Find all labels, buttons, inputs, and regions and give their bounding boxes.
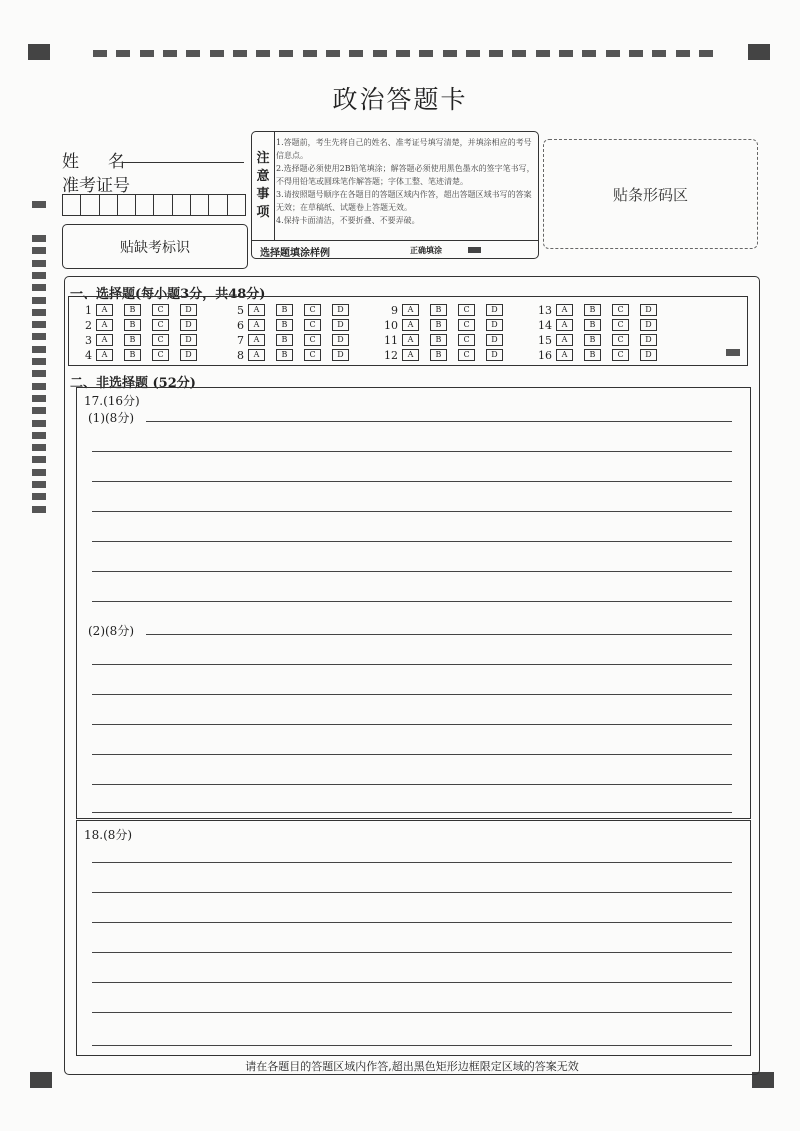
mc-option-bubble[interactable]: C [458, 334, 475, 346]
mc-option-bubble[interactable]: D [486, 319, 503, 331]
timing-mark [210, 50, 224, 57]
mc-question-number: 4 [85, 348, 92, 362]
exam-id-grid[interactable] [62, 194, 246, 216]
q17-2-label: (2)(8分) [88, 624, 134, 638]
timing-mark [32, 506, 46, 513]
mc-question-number: 16 [538, 348, 552, 362]
timing-mark [32, 456, 46, 463]
timing-mark [652, 50, 666, 57]
notice-box [251, 131, 539, 259]
timing-mark [32, 297, 46, 304]
timing-mark [32, 309, 46, 316]
mc-option-bubble[interactable]: A [248, 349, 265, 361]
mc-option-bubble[interactable]: A [96, 334, 113, 346]
mc-option-bubble[interactable]: D [332, 304, 349, 316]
mc-option-bubble[interactable]: B [276, 334, 293, 346]
mc-option-bubble[interactable]: D [332, 349, 349, 361]
mc-question [226, 318, 360, 332]
correct-fill-sample [468, 247, 481, 253]
answer-line[interactable] [92, 571, 732, 572]
exam-id-label: 准考证号 [62, 176, 130, 196]
timing-mark [32, 444, 46, 451]
mc-option-bubble[interactable]: A [248, 319, 265, 331]
mc-option-bubble[interactable]: C [152, 304, 169, 316]
mc-option-bubble[interactable]: C [458, 304, 475, 316]
timing-mark [32, 346, 46, 353]
timing-mark [233, 50, 247, 57]
timing-mark [326, 50, 340, 57]
timing-mark [489, 50, 503, 57]
timing-mark [32, 481, 46, 488]
answer-line[interactable] [92, 892, 732, 893]
mc-question [74, 303, 208, 317]
mc-option-bubble[interactable]: C [152, 349, 169, 361]
mc-question-number: 6 [237, 318, 244, 332]
timing-mark [32, 260, 46, 267]
mc-option-bubble[interactable]: B [430, 319, 447, 331]
mc-option-bubble[interactable]: A [96, 349, 113, 361]
q18-answer-box [76, 820, 751, 1056]
mc-question-number: 13 [538, 303, 552, 317]
mc-question-number: 2 [85, 318, 92, 332]
mc-question-number: 5 [237, 303, 244, 317]
mc-question-number: 9 [391, 303, 398, 317]
notice-item: 2.选择题必须使用2B铅笔填涂；解答题必须使用黑色墨水的签字笔书写，不得用铅笔或圆珠笔作解答题；字体工整、笔迹清楚。 [276, 164, 535, 186]
mc-option-bubble[interactable]: A [402, 349, 419, 361]
answer-line[interactable] [92, 541, 732, 542]
name-label: 姓 名 [62, 152, 131, 172]
mc-option-bubble[interactable]: C [612, 304, 629, 316]
timing-mark [606, 50, 620, 57]
mc-question [74, 318, 208, 332]
mc-question [74, 333, 208, 347]
timing-mark [186, 50, 200, 57]
mc-option-bubble[interactable]: D [640, 334, 657, 346]
notice-title-char: 注 [256, 151, 270, 166]
mc-question [380, 318, 514, 332]
answer-line[interactable] [92, 1045, 732, 1046]
timing-mark [32, 407, 46, 414]
timing-mark [32, 358, 46, 365]
notice-title-char: 意 [256, 169, 270, 184]
answer-line[interactable] [92, 952, 732, 953]
mc-question [534, 318, 668, 332]
mc-option-bubble[interactable]: D [332, 334, 349, 346]
answer-line[interactable] [92, 451, 732, 452]
mc-option-bubble[interactable]: B [276, 319, 293, 331]
mc-question [534, 303, 668, 317]
answer-line[interactable] [92, 862, 732, 863]
mc-option-bubble[interactable]: C [304, 304, 321, 316]
timing-mark [32, 321, 46, 328]
mc-option-bubble[interactable]: C [304, 319, 321, 331]
section2-heading: 二、非选择题 (52分) [70, 376, 196, 391]
mc-question-number: 10 [384, 318, 398, 332]
mc-option-bubble[interactable]: D [180, 334, 197, 346]
mc-question [534, 333, 668, 347]
answer-line[interactable] [92, 922, 732, 923]
answer-line[interactable] [92, 982, 732, 983]
notice-title-char: 事 [256, 187, 270, 202]
timing-mark [32, 432, 46, 439]
mc-option-bubble[interactable]: A [248, 304, 265, 316]
footer-warning: 请在各题目的答题区域内作答,超出黑色矩形边框限定区域的答案无效 [245, 1060, 579, 1073]
notice-title [252, 132, 275, 240]
timing-mark [303, 50, 317, 57]
correct-fill-label: 正确填涂 [410, 245, 442, 255]
mc-question-number: 12 [384, 348, 398, 362]
answer-line[interactable] [92, 1012, 732, 1013]
mc-option-bubble[interactable]: A [556, 349, 573, 361]
mc-question [74, 348, 208, 362]
timing-mark [140, 50, 154, 57]
corner-mark-top-right [748, 44, 770, 60]
timing-mark [32, 395, 46, 402]
mc-option-bubble[interactable]: C [612, 349, 629, 361]
timing-mark [373, 50, 387, 57]
mc-option-bubble[interactable]: C [612, 334, 629, 346]
timing-mark [93, 50, 107, 57]
mc-option-bubble[interactable]: A [556, 319, 573, 331]
timing-mark [256, 50, 270, 57]
mc-option-bubble[interactable]: D [640, 319, 657, 331]
timing-mark [699, 50, 713, 57]
mc-question [534, 348, 668, 362]
notice-item: 1.答题前，考生先将自己的姓名、准考证号填写清楚，并填涂相应的考号信息点。 [276, 138, 532, 160]
mc-option-bubble[interactable]: B [430, 349, 447, 361]
mc-option-bubble[interactable]: B [584, 304, 601, 316]
notice-body [276, 136, 536, 227]
mc-question-number: 7 [237, 333, 244, 347]
mc-option-bubble[interactable]: D [332, 319, 349, 331]
mc-question-number: 11 [384, 333, 398, 347]
mc-option-bubble[interactable]: D [486, 349, 503, 361]
timing-mark [32, 247, 46, 254]
answer-line[interactable] [92, 664, 732, 665]
mc-option-bubble[interactable]: B [124, 304, 141, 316]
timing-mark [629, 50, 643, 57]
timing-mark [32, 284, 46, 291]
timing-mark [559, 50, 573, 57]
mc-option-bubble[interactable]: A [248, 334, 265, 346]
absent-sticker-area [62, 224, 248, 269]
mc-option-bubble[interactable]: A [402, 334, 419, 346]
timing-mark [116, 50, 130, 57]
timing-mark [32, 201, 46, 208]
mc-question-number: 14 [538, 318, 552, 332]
mc-option-bubble[interactable]: A [402, 304, 419, 316]
timing-mark [32, 420, 46, 427]
timing-mark [32, 370, 46, 377]
mc-question [380, 333, 514, 347]
mc-option-bubble[interactable]: B [276, 349, 293, 361]
mc-option-bubble[interactable]: C [152, 334, 169, 346]
mc-option-bubble[interactable]: D [180, 304, 197, 316]
mc-option-bubble[interactable]: C [458, 319, 475, 331]
mc-option-bubble[interactable]: B [584, 349, 601, 361]
timing-mark [466, 50, 480, 57]
mc-option-bubble[interactable]: D [640, 349, 657, 361]
mc-option-bubble[interactable]: B [584, 334, 601, 346]
q18-label: 18.(8分) [84, 828, 133, 842]
section1-heading: 一、选择题(每小题3分，共48分) [70, 287, 266, 302]
absent-label: 贴缺考标识 [120, 239, 190, 256]
answer-line[interactable] [92, 511, 732, 512]
timing-mark [32, 383, 46, 390]
mc-option-bubble[interactable]: A [96, 304, 113, 316]
sample-label: 选择题填涂样例 [260, 248, 330, 259]
corner-mark-bottom-left [30, 1072, 52, 1088]
sample-row [252, 240, 538, 261]
mc-option-bubble[interactable]: B [124, 349, 141, 361]
q17-label: 17.(16分) [84, 394, 140, 408]
answer-line[interactable] [146, 421, 732, 422]
mc-option-bubble[interactable]: D [486, 334, 503, 346]
mc-option-bubble[interactable]: A [556, 334, 573, 346]
mc-option-bubble[interactable]: B [430, 334, 447, 346]
card-title: 政治答题卡 [332, 85, 468, 114]
barcode-area [543, 139, 758, 249]
mc-option-bubble[interactable]: C [612, 319, 629, 331]
timing-mark [676, 50, 690, 57]
mc-option-bubble[interactable]: A [96, 319, 113, 331]
mc-option-bubble[interactable]: B [276, 304, 293, 316]
mc-option-bubble[interactable]: A [556, 304, 573, 316]
timing-mark [279, 50, 293, 57]
timing-mark [32, 469, 46, 476]
answer-line[interactable] [92, 481, 732, 482]
timing-mark [512, 50, 526, 57]
mc-question-number: 8 [237, 348, 244, 362]
timing-mark [32, 235, 46, 242]
mc-option-bubble[interactable]: C [152, 319, 169, 331]
timing-mark [163, 50, 177, 57]
timing-mark [582, 50, 596, 57]
q17-1-label: (1)(8分) [88, 411, 134, 425]
mc-question-number: 15 [538, 333, 552, 347]
timing-mark-mc [726, 349, 740, 356]
name-field[interactable] [122, 146, 244, 163]
corner-mark-top-left [28, 44, 50, 60]
mc-question [226, 348, 360, 362]
answer-line[interactable] [92, 754, 732, 755]
notice-item: 3.请按照题号顺序在各题目的答题区域内作答，超出答题区域书写的答案无效；在草稿纸、试题卷上答题无效。 [276, 190, 532, 212]
mc-question [226, 333, 360, 347]
timing-mark [443, 50, 457, 57]
mc-option-bubble[interactable]: D [180, 319, 197, 331]
notice-title-char: 项 [256, 205, 270, 220]
mc-question [226, 303, 360, 317]
mc-option-bubble[interactable]: D [486, 304, 503, 316]
timing-mark [32, 333, 46, 340]
timing-mark [536, 50, 550, 57]
mc-option-bubble[interactable]: B [430, 304, 447, 316]
mc-option-bubble[interactable]: C [304, 349, 321, 361]
mc-option-bubble[interactable]: A [402, 319, 419, 331]
mc-option-bubble[interactable]: D [640, 304, 657, 316]
mc-option-bubble[interactable]: B [584, 319, 601, 331]
mc-option-bubble[interactable]: B [124, 319, 141, 331]
timing-mark [32, 493, 46, 500]
mc-question [380, 348, 514, 362]
mc-question-number: 1 [85, 303, 92, 317]
timing-mark [419, 50, 433, 57]
mc-option-bubble[interactable]: B [124, 334, 141, 346]
mc-question-number: 3 [85, 333, 92, 347]
timing-mark [32, 272, 46, 279]
answer-line[interactable] [92, 694, 732, 695]
barcode-label: 贴条形码区 [612, 185, 688, 204]
answer-line[interactable] [92, 812, 732, 813]
answer-line[interactable] [92, 601, 732, 602]
answer-line[interactable] [92, 784, 732, 785]
mc-option-bubble[interactable]: D [180, 349, 197, 361]
timing-mark [396, 50, 410, 57]
timing-mark [349, 50, 363, 57]
mc-option-bubble[interactable]: C [458, 349, 475, 361]
answer-line[interactable] [92, 724, 732, 725]
mc-question [380, 303, 514, 317]
answer-line[interactable] [146, 634, 732, 635]
notice-item: 4.保持卡面清洁，不要折叠、不要弄破。 [276, 216, 420, 225]
mc-option-bubble[interactable]: C [304, 334, 321, 346]
